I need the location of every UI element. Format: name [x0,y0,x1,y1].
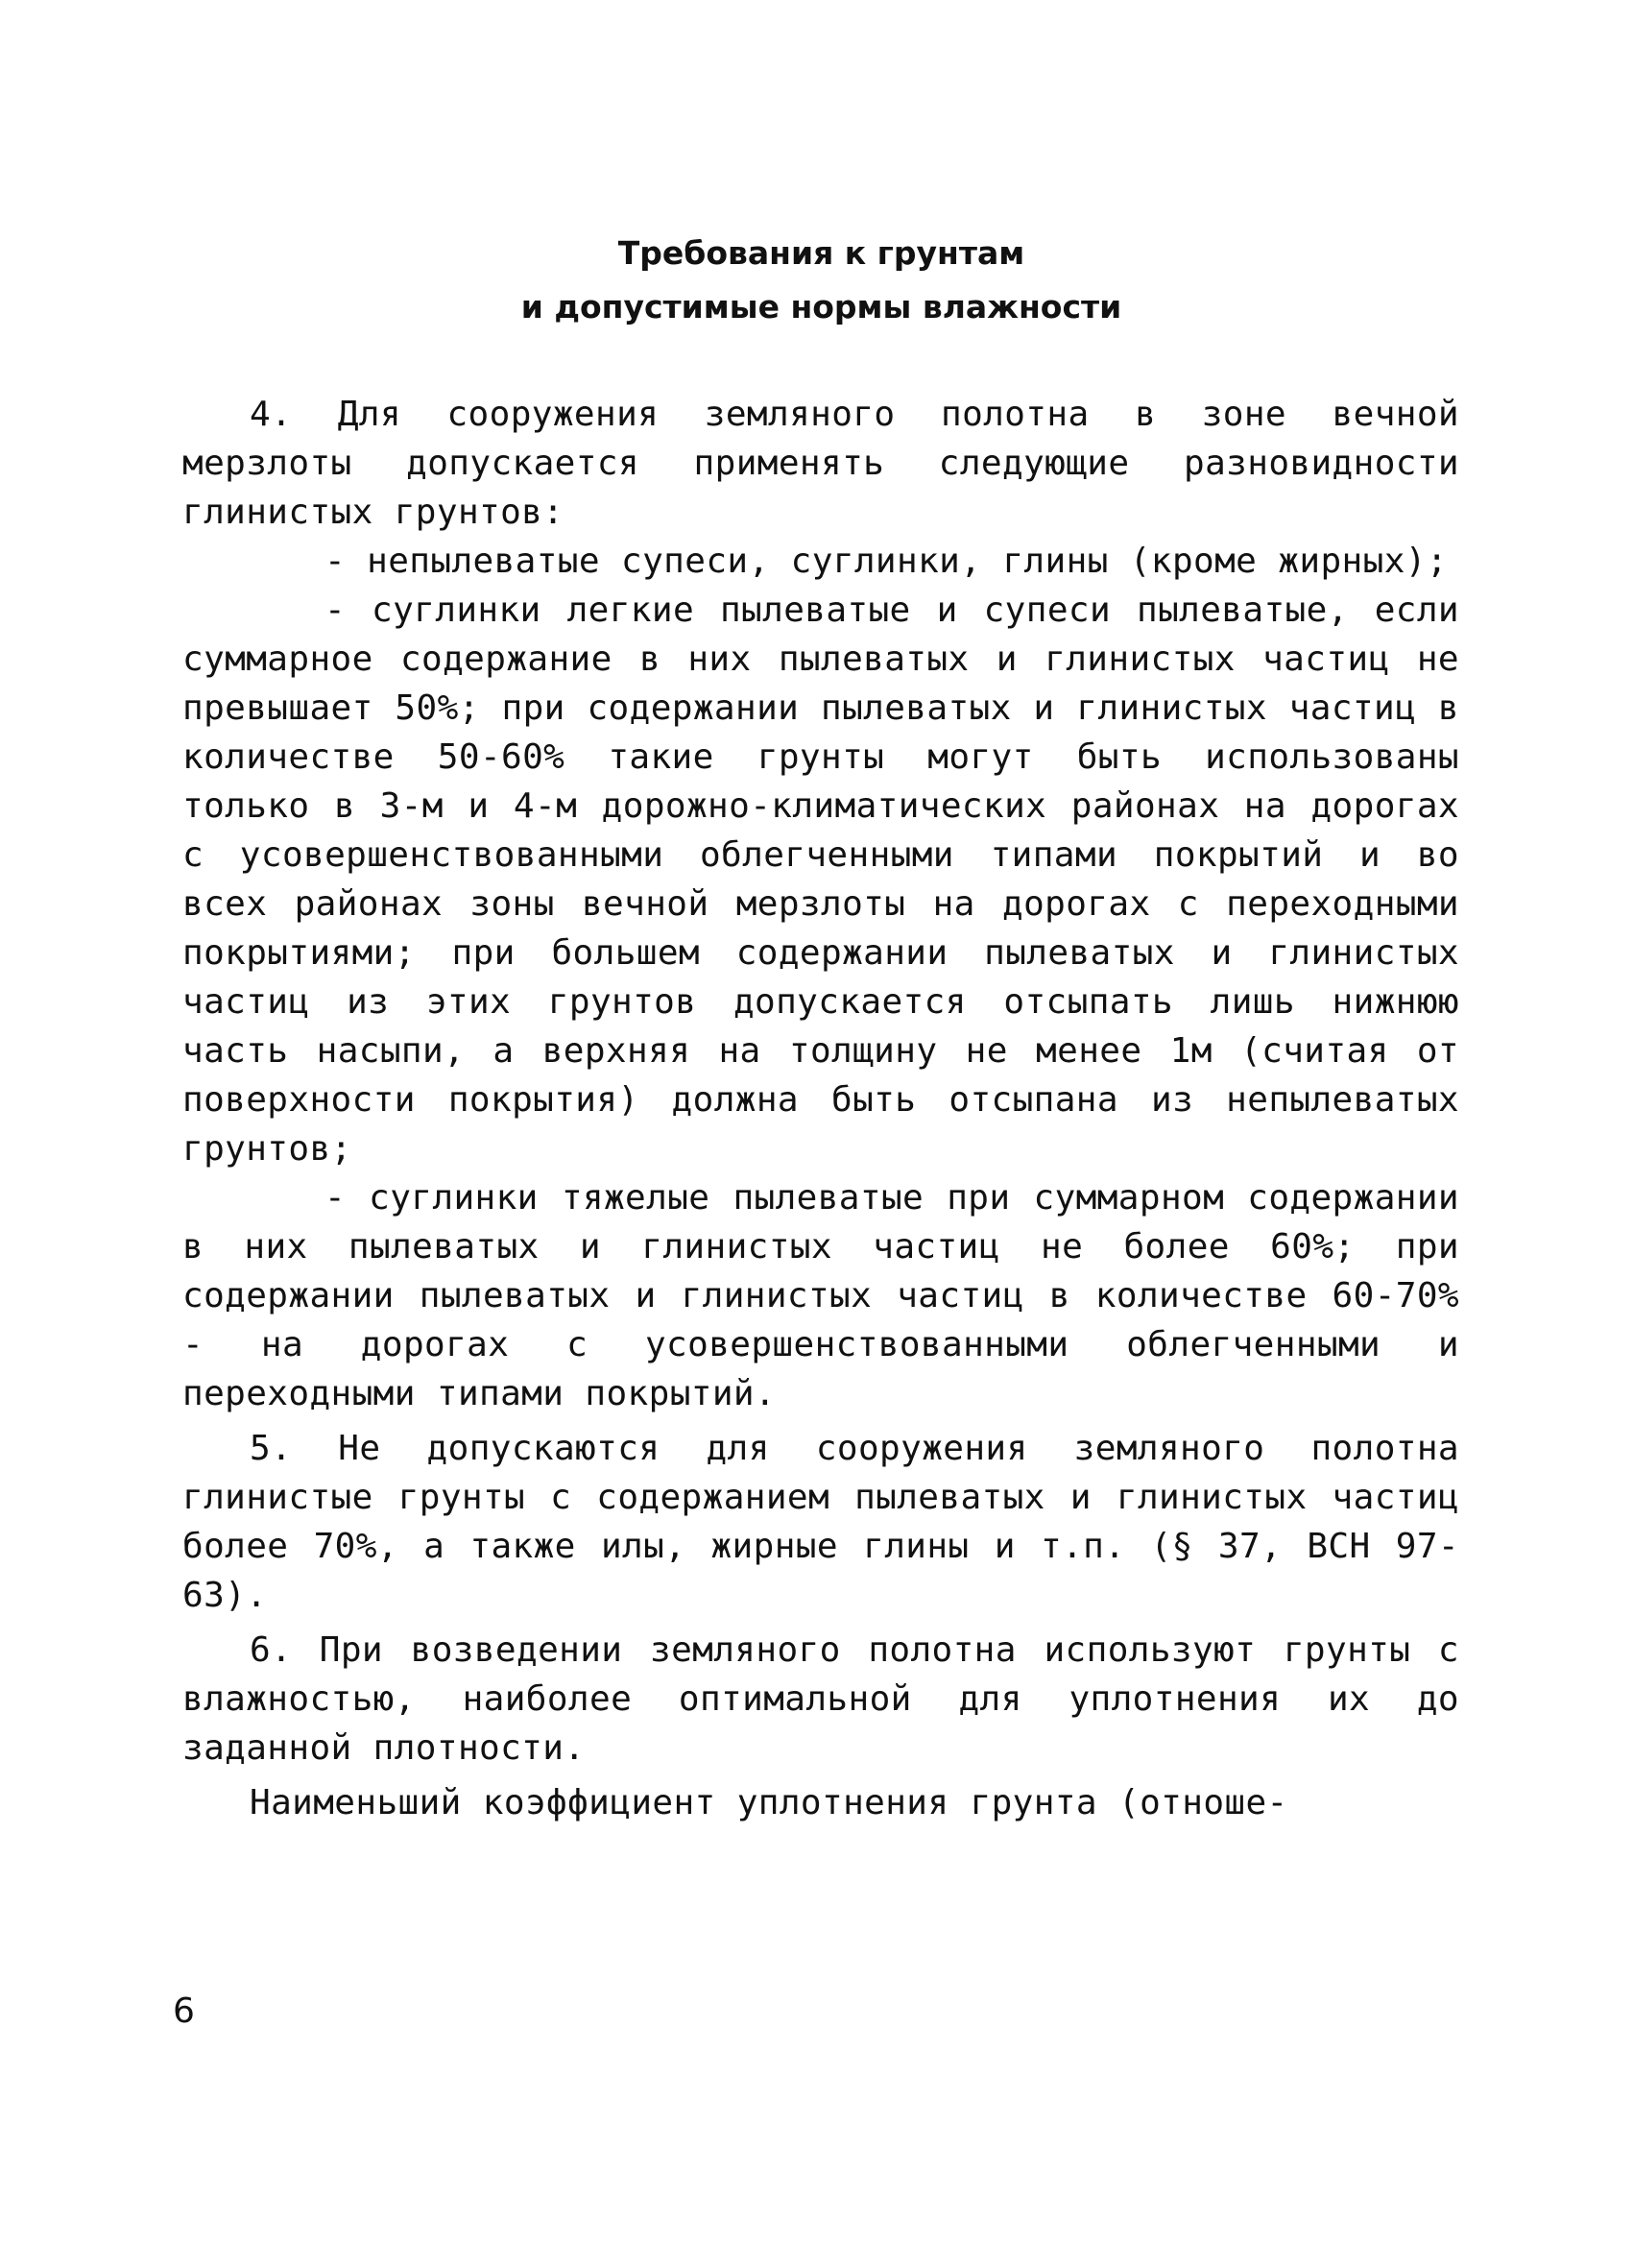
paragraph-4: 4. Для сооружения земляного полотна в зоне вечной мерзлоты допускается применять следующие разновидности глинистых грунтов: [182,395,1459,532]
list-item-2: - суглинки легкие пылеватые и супеси пылеватые, если суммарное содержание в них пылеватых и глинистых частиц не превышает 50%; при содержании пылеватых и глинистых частиц в количестве 50-60% такие грунты могут быть использованы только в 3-м и 4-м дорожно-климатических районах на дорогах с усовершенствованными облегченными типами покрытий и во всех районах зоны вечной мерзлоты на дорогах с переходными покрытиями; при большем содержании пылеватых и глинистых частиц из этих грунтов допускается отсыпать лишь нижнюю часть насыпи, а верхняя на толщину не менее 1м (считая от поверхности покрытия) должна быть отсыпана из непылеватых грунтов; [182,591,1459,1169]
section-heading [0,227,1633,334]
paragraph-6: 6. При возведении земляного полотна используют грунты с влажностью, наиболее оптимальной для уплотнения их до заданной плотности. [182,1630,1459,1768]
list-item-1: - непылеватые супеси, суглинки, глины (кроме жирных); [324,542,1448,581]
heading-line-2: и допустимые нормы влажности [520,288,1122,326]
paragraph-5: 5. Не допускаются для сооружения земляного полотна глинистые грунты с содержанием пылеватых и глинистых частиц более 70%, а также илы, жирные глины и т.п. (§ 37, ВСН 97-63). [182,1429,1459,1615]
heading-line-1: Требования к грунтам [617,234,1025,272]
list-item-3: - суглинки тяжелые пылеватые при суммарном содержании в них пылеватых и глинистых частиц не более 60%; при содержании пылеватых и глинистых частиц в количестве 60-70% - на дорогах с усовершенствованными облегченными и переходными типами покрытий. [182,1178,1459,1413]
paragraph-7: Наименьший коэффициент уплотнения грунта (отноше- [250,1783,1288,1822]
body-text [182,390,1459,1827]
page-number: 6 [173,1991,195,2031]
